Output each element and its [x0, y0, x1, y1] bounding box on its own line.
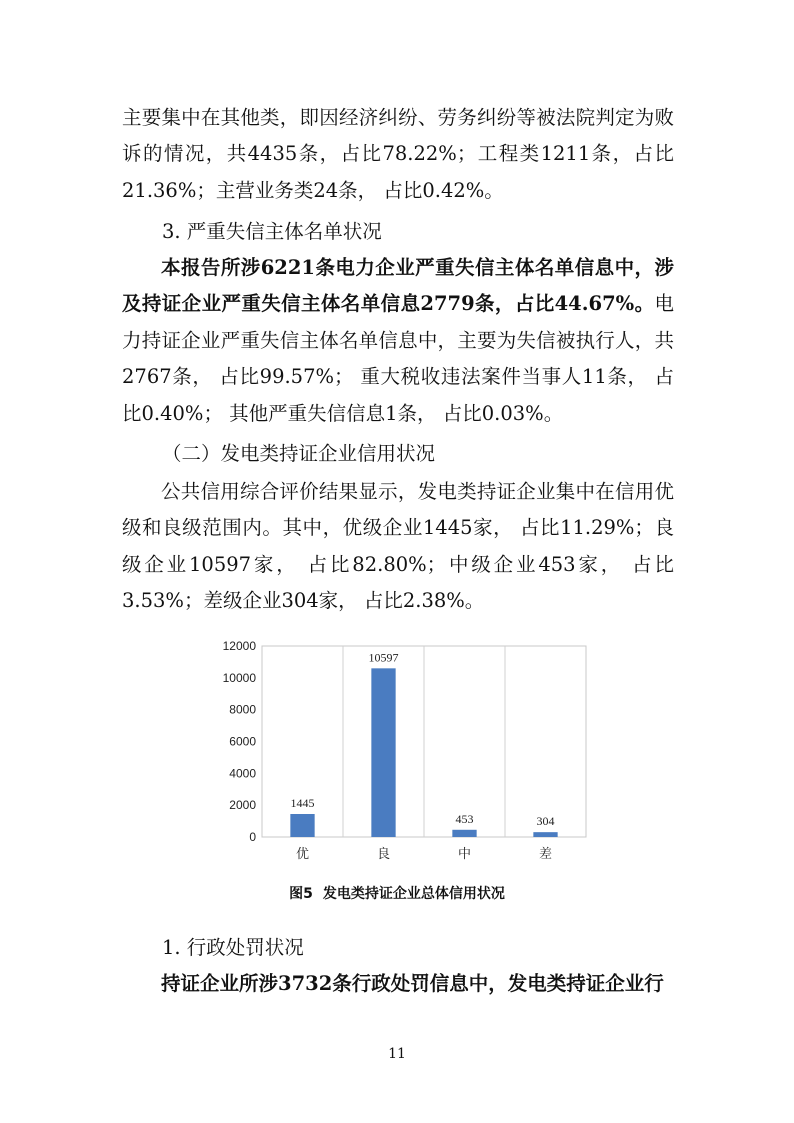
bar [371, 668, 395, 837]
y-tick-label: 8000 [229, 702, 256, 717]
y-tick-label: 12000 [222, 639, 256, 653]
chart-svg [216, 636, 588, 866]
bar-data-label: 453 [455, 811, 474, 826]
y-tick-label: 0 [249, 830, 256, 844]
paragraph-litigation: 主要集中在其他类，即因经济纠纷、劳务纠纷等被法院判定为败诉的情况，共4435条，占比78.22%；工程类1211条，占比21.36%；主营业务类24条， 占比0.42%。 [122, 106, 674, 202]
section-heading-generation-credit: （二）发电类持证企业信用状况 [162, 442, 436, 465]
x-category-label: 优 [295, 847, 310, 862]
bar [290, 814, 314, 837]
bold-summary-text: 本报告所涉6221条电力企业严重失信主体名单信息中，涉及持证企业严重失信主体名单信息2779条，占比44.67%。 [122, 256, 674, 316]
page-number: 11 [388, 1046, 406, 1062]
bar [533, 832, 557, 837]
x-category-label: 良 [376, 847, 391, 862]
figure-label: 图5 [289, 886, 313, 902]
credit-bar-chart [216, 636, 588, 866]
paragraph-credit-evaluation: 公共信用综合评价结果显示，发电类持证企业集中在信用优级和良级范围内。其中，优级企业1445家， 占比11.29%；良级企业10597家， 占比82.80%；中级企业453家， 占比3.53%；差级企业304家， 占比2.38%。 [122, 480, 674, 613]
bar-data-label: 10597 [368, 650, 399, 665]
bar-data-label: 1445 [290, 796, 315, 811]
y-tick-label: 4000 [229, 766, 256, 781]
figure-caption [0, 884, 794, 904]
y-tick-label: 2000 [229, 798, 256, 813]
y-tick-label: 10000 [222, 670, 256, 685]
figure-title: 发电类持证企业总体信用状况 [322, 886, 505, 902]
bar-data-label: 304 [536, 814, 555, 829]
detail-text: 电力持证企业严重失信主体名单信息中，主要为失信被执行人，共2767条， 占比99.57%； 重大税收违法案件当事人11条， 占比0.40%； 其他严重失信信息1条， 占比0.03%。 [122, 292, 674, 425]
x-category-label: 中 [457, 847, 472, 862]
section-heading-admin-penalty: 1. 行政处罚状况 [162, 936, 304, 959]
y-tick-label: 6000 [229, 734, 256, 749]
paragraph-dishonesty-list [122, 250, 674, 432]
x-category-label: 差 [538, 847, 553, 862]
paragraph-admin-penalty: 持证企业所涉3732条行政处罚信息中，发电类持证企业行 [161, 972, 664, 995]
bar [452, 830, 476, 837]
section-heading-serious-dishonesty: 3. 严重失信主体名单状况 [162, 220, 382, 243]
